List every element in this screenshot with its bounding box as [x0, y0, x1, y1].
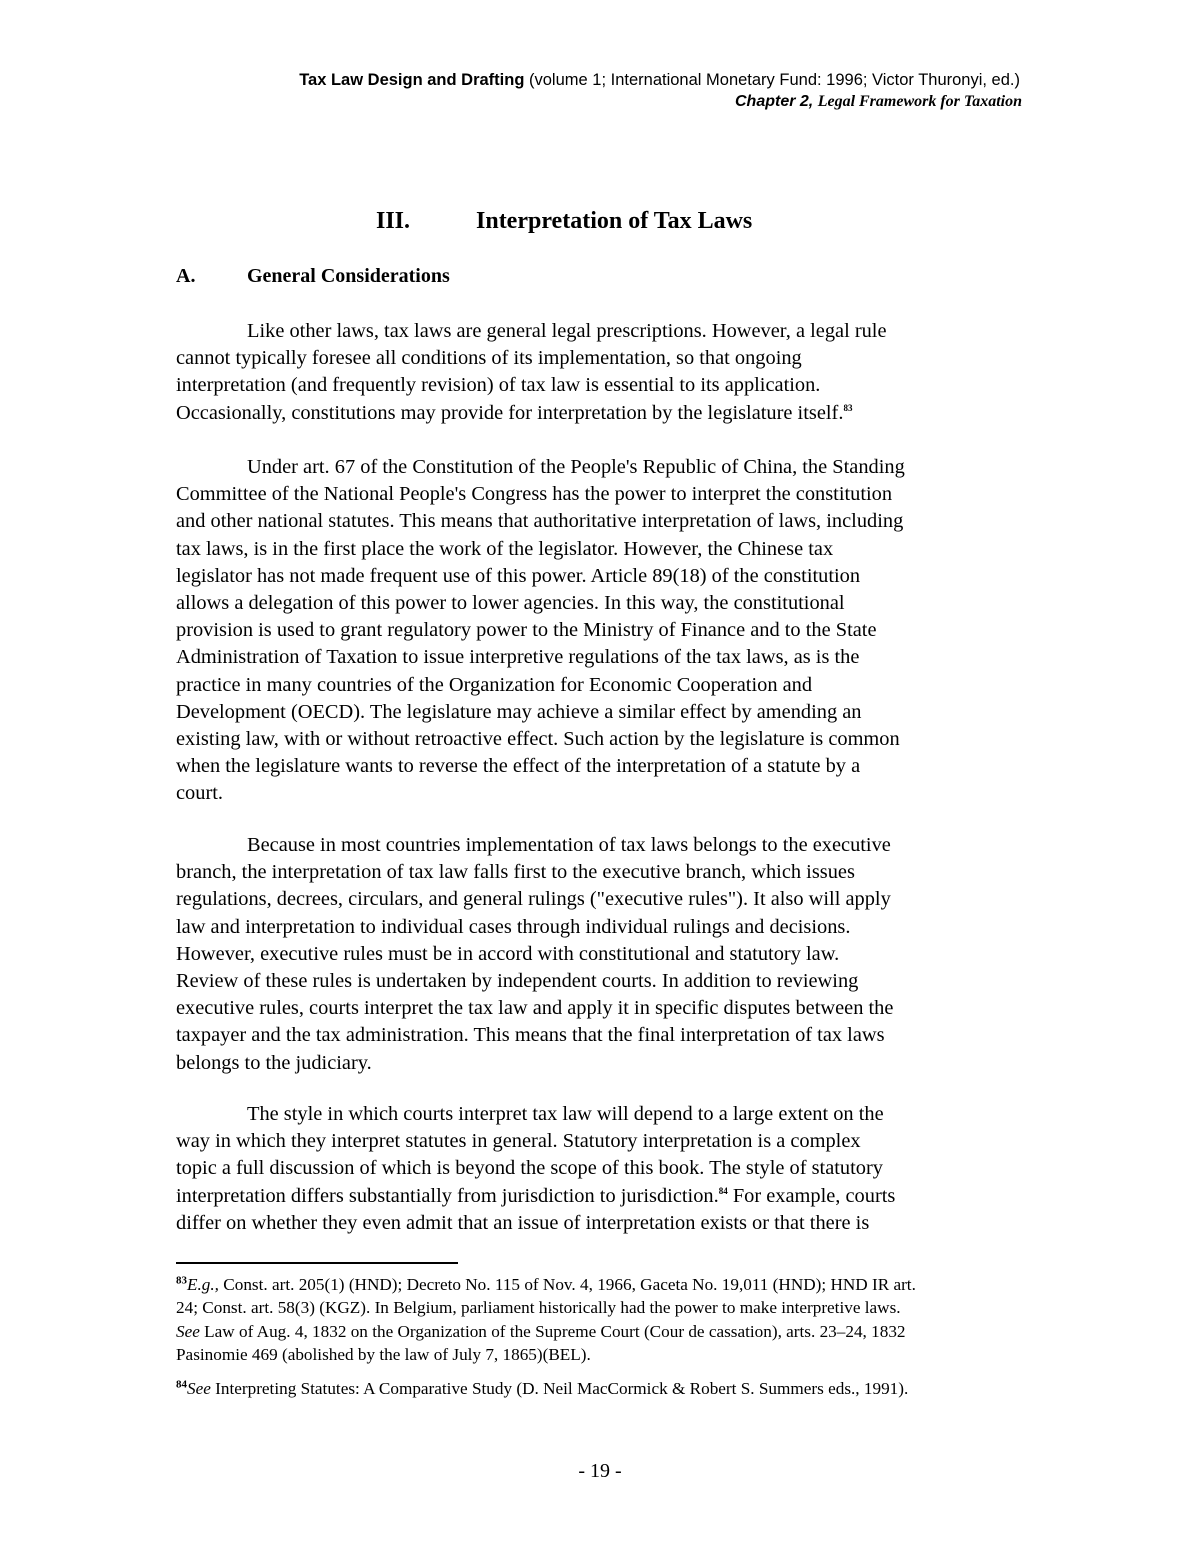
text-line: executive rules, courts interpret the tax law and apply it in specific disputes between the [176, 997, 894, 1020]
text-line: branch, the interpretation of tax law falls first to the executive branch, which issues [176, 861, 855, 884]
footnote-line [176, 1273, 1036, 1296]
paragraph-2 [176, 454, 1026, 808]
footnote-eg: E.g., [187, 1275, 219, 1294]
text-line: Committee of the National People's Congress has the power to interpret the constitution [176, 483, 893, 506]
book-title: Tax Law Design and Drafting [299, 71, 525, 89]
paragraph-3 [176, 832, 1026, 1077]
footnote-line [176, 1377, 1036, 1400]
footnote-line: 24; Const. art. 58(3) (KGZ). In Belgium, parliament historically had the power to make interpretive laws. [176, 1298, 901, 1318]
footnote-83 [176, 1273, 1036, 1366]
footnote-see: See [187, 1379, 211, 1398]
text-line: law and interpretation to individual cases through individual rulings and decisions. [176, 915, 851, 938]
book-details: (volume 1; International Monetary Fund: 1996; Victor Thuronyi, ed.) [524, 71, 1020, 89]
text-line: practice in many countries of the Organization for Economic Cooperation and [176, 673, 813, 696]
footnote-ref-84[interactable]: 84 [718, 1185, 728, 1196]
text-line [176, 400, 1026, 427]
text-line [176, 1183, 1026, 1210]
footnote-see: See [176, 1321, 200, 1341]
text-line: provision is used to grant regulatory power to the Ministry of Finance and to the State [176, 619, 877, 642]
footnote-text: Interpreting Statutes: A Comparative Study (D. Neil MacCormick & Robert S. Summers eds., 1991). [210, 1379, 909, 1398]
footnote-separator [176, 1262, 458, 1264]
text-line: topic a full discussion of which is beyond the scope of this book. The style of statutory [176, 1157, 883, 1180]
text-line: existing law, with or without retroactive effect. Such action by the legislature is common [176, 728, 900, 751]
footnote-line: Pasinomie 469 (abolished by the law of July 7, 1865)(BEL). [176, 1344, 591, 1364]
text-line: Administration of Taxation to issue interpretive regulations of the tax laws, as is the [176, 646, 860, 669]
section-title: Interpretation of Tax Laws [476, 208, 753, 234]
section-heading [376, 205, 752, 237]
footnote-text: Law of Aug. 4, 1832 on the Organization of the Supreme Court (Cour de cassation), arts. 23–24, 1832 [199, 1321, 906, 1341]
text-line: way in which they interpret statutes in general. Statutory interpretation is a complex [176, 1130, 861, 1153]
text-line: Because in most countries implementation of tax laws belongs to the executive [247, 834, 891, 856]
text-line: court. [176, 782, 223, 805]
text-line: However, executive rules must be in accord with constitutional and statutory law. [176, 942, 840, 965]
footnote-number: 83 [176, 1274, 187, 1287]
subsection-number: A. [176, 265, 196, 287]
text-line: Review of these rules is undertaken by independent courts. In addition to reviewing [176, 970, 859, 993]
text-line: regulations, decrees, circulars, and general rulings ("executive rules"). It also will apply [176, 888, 891, 911]
page-number: - 19 - [578, 1460, 622, 1482]
running-header-book [0, 69, 1020, 91]
section-number: III. [376, 208, 411, 234]
footnote-84 [176, 1377, 1036, 1400]
subsection-title: General Considerations [247, 265, 450, 287]
running-header-chapter [0, 91, 1022, 113]
paragraph-4 [176, 1101, 1026, 1237]
text-line-tail: For example, courts [727, 1184, 896, 1207]
text-line: differ on whether they even admit that an issue of interpretation exists or that there is [176, 1211, 870, 1234]
text-line: taxpayer and the tax administration. This means that the final interpretation of tax laws [176, 1024, 885, 1047]
footnote-line [176, 1320, 1036, 1343]
text-line: Development (OECD). The legislature may achieve a similar effect by amending an [176, 700, 862, 723]
text-line: and other national statutes. This means that authoritative interpretation of laws, including [176, 510, 904, 533]
chapter-label: Chapter 2, [735, 93, 818, 110]
footnote-number: 84 [176, 1378, 187, 1391]
text-line: when the legislature wants to reverse the effect of the interpretation of a statute by a [176, 755, 861, 778]
text-line: interpretation (and frequently revision) of tax law is essential to its application. [176, 374, 821, 397]
subsection-heading [176, 262, 450, 290]
text-line: The style in which courts interpret tax law will depend to a large extent on the [247, 1103, 884, 1125]
text-line: cannot typically foresee all conditions of its implementation, so that ongoing [176, 347, 802, 370]
text-line: allows a delegation of this power to lower agencies. In this way, the constitutional [176, 592, 845, 615]
text-line: belongs to the judiciary. [176, 1051, 372, 1074]
text-line-content: interpretation differs substantially from jurisdiction to jurisdiction. [176, 1184, 719, 1207]
text-line-content: Occasionally, constitutions may provide for interpretation by the legislature itself. [176, 401, 844, 424]
text-line: legislator has not made frequent use of this power. Article 89(18) of the constitution [176, 564, 861, 587]
chapter-title: Legal Framework for Taxation [817, 93, 1022, 110]
footnote-text: Const. art. 205(1) (HND); Decreto No. 115 of Nov. 4, 1966, Gaceta No. 19,011 (HND); HND IR art. [218, 1275, 916, 1294]
text-line: tax laws, is in the first place the work of the legislator. However, the Chinese tax [176, 537, 834, 560]
footnote-ref-83[interactable]: 83 [843, 402, 853, 413]
text-line: Like other laws, tax laws are general legal prescriptions. However, a legal rule [247, 320, 887, 342]
text-line: Under art. 67 of the Constitution of the People's Republic of China, the Standing [247, 456, 905, 478]
paragraph-1 [176, 318, 1026, 427]
